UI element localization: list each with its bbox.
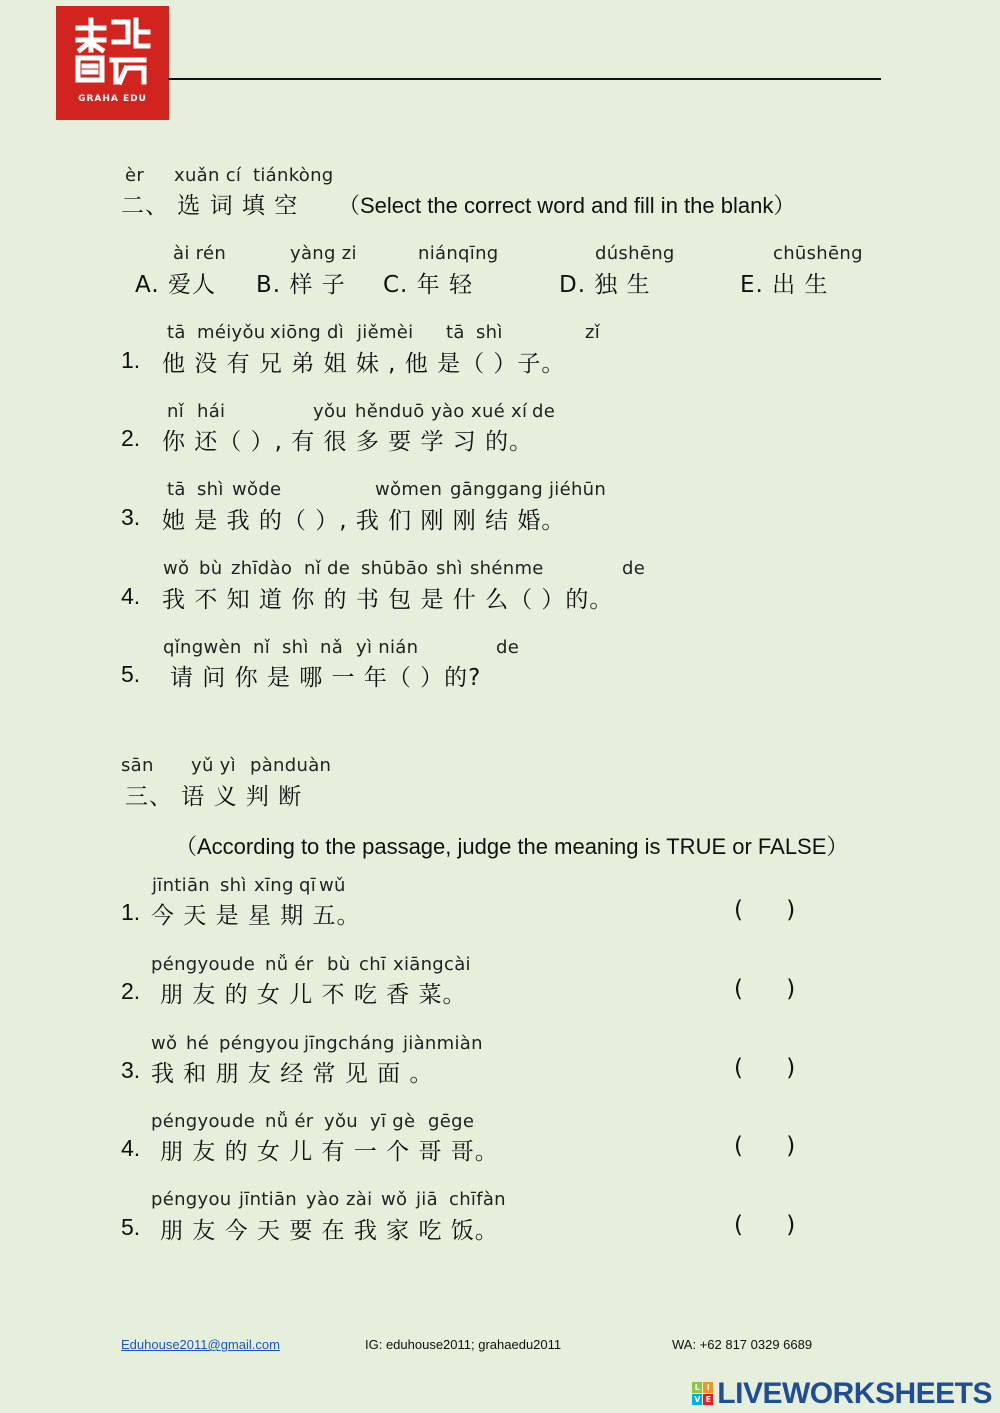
question-number: 3. <box>121 1057 141 1083</box>
question-text: 请 问 你 是 哪 一 年（ ）的? <box>170 665 482 691</box>
pinyin: tā <box>167 322 186 343</box>
pinyin: pànduàn <box>250 755 332 776</box>
pinyin: de <box>496 637 520 658</box>
pinyin: xiāngcài <box>393 954 471 975</box>
answer-blank[interactable]: ( ) <box>734 1055 814 1081</box>
question-number: 1. <box>121 347 141 373</box>
option-pinyin: dúshēng <box>595 243 675 264</box>
pinyin: yǒu <box>313 401 347 422</box>
statement-text: 我 和 朋 友 经 常 见 面 。 <box>151 1061 434 1087</box>
option-pinyin: yàng zi <box>290 243 357 264</box>
pinyin: de <box>327 558 351 579</box>
pinyin: méiyǒu <box>197 322 266 343</box>
liveworksheets-text: LIVEWORKSHEETS <box>717 1377 992 1410</box>
pinyin: chīfàn <box>449 1189 506 1210</box>
pinyin: wǒ <box>151 1033 178 1054</box>
pinyin: nǐ <box>167 401 185 422</box>
pinyin: de <box>232 1111 256 1132</box>
section2-heading: 二、 选 词 填 空 <box>121 193 299 219</box>
pinyin: de <box>232 954 256 975</box>
question-number: 5. <box>121 661 141 687</box>
pinyin: shì <box>220 875 247 896</box>
pinyin: jīntiān <box>152 875 211 896</box>
pinyin: nǚ ér <box>265 1111 314 1132</box>
pinyin: nǎ <box>320 637 344 658</box>
footer-ig: IG: eduhouse2011; grahaedu2011 <box>365 1337 562 1352</box>
pinyin: qī <box>299 875 317 896</box>
pinyin: qǐngwèn <box>163 637 242 658</box>
pinyin: xué xí <box>471 401 528 422</box>
pinyin: bù <box>327 954 351 975</box>
question-number: 4. <box>121 583 141 609</box>
pinyin: péngyou <box>151 1111 232 1132</box>
question-number: 5. <box>121 1214 141 1240</box>
pinyin: èr <box>125 165 145 186</box>
email-link[interactable]: Eduhouse2011@gmail.com <box>121 1337 280 1352</box>
answer-blank[interactable]: ( ) <box>734 1133 814 1159</box>
pinyin: shì <box>476 322 503 343</box>
logo-caption: GRAHA EDU <box>78 94 147 104</box>
pinyin: shénme <box>470 558 544 579</box>
pinyin: wǔ <box>319 875 346 896</box>
pinyin: wǒmen <box>375 479 443 500</box>
liveworksheets-logo <box>692 1377 992 1410</box>
question-number: 2. <box>121 425 141 451</box>
question-number: 3. <box>121 504 141 530</box>
pinyin: wǒde <box>232 479 282 500</box>
option-b: B. 样 子 <box>256 272 346 298</box>
pinyin: nǐ <box>304 558 322 579</box>
question-number: 4. <box>121 1135 141 1161</box>
answer-blank[interactable]: ( ) <box>734 976 814 1002</box>
pinyin: xiōng dì <box>270 322 345 343</box>
answer-blank[interactable]: ( ) <box>734 1212 814 1238</box>
pinyin: jīngcháng <box>304 1033 395 1054</box>
pinyin: hé <box>186 1033 210 1054</box>
pinyin: jiànmiàn <box>403 1033 483 1054</box>
pinyin: jīntiān <box>239 1189 298 1210</box>
pinyin: yǒu <box>324 1111 358 1132</box>
statement-text: 今 天 是 星 期 五。 <box>151 903 361 929</box>
pinyin: shì <box>197 479 224 500</box>
question-text: 你 还（ ）, 有 很 多 要 学 习 的。 <box>162 429 534 455</box>
pinyin: tā <box>167 479 186 500</box>
pinyin: bù <box>199 558 223 579</box>
question-text: 他 没 有 兄 弟 姐 妹 , 他 是（ ）子。 <box>162 351 566 377</box>
pinyin: zhīdào <box>231 558 293 579</box>
pinyin: zǐ <box>585 322 601 343</box>
section2-instruction: （Select the correct word and fill in the blank） <box>338 193 796 218</box>
pinyin: shūbāo <box>361 558 429 579</box>
pinyin: yào <box>431 401 465 422</box>
pinyin: jiěmèi <box>357 322 414 343</box>
pinyin: yào <box>306 1189 340 1210</box>
option-e: E. 出 生 <box>740 272 829 298</box>
pinyin: jiéhūn <box>549 479 607 500</box>
question-number: 1. <box>121 899 141 925</box>
footer-wa: WA: +62 817 0329 6689 <box>672 1337 813 1352</box>
option-d: D. 独 生 <box>559 272 651 298</box>
option-pinyin: ài rén <box>173 243 227 264</box>
pinyin: gēge <box>428 1111 475 1132</box>
pinyin: chī <box>359 954 387 975</box>
pinyin: hěnduō <box>355 401 425 422</box>
pinyin: sān <box>121 755 154 776</box>
liveworksheets-icon: L I V E <box>692 1382 714 1406</box>
pinyin: de <box>622 558 646 579</box>
pinyin: tā <box>446 322 465 343</box>
pinyin: zài <box>346 1189 373 1210</box>
pinyin: yī gè <box>370 1111 416 1132</box>
option-a: A. 爱人 <box>135 272 216 298</box>
pinyin: shì <box>436 558 463 579</box>
answer-blank[interactable]: ( ) <box>734 897 814 923</box>
pinyin: péngyou <box>151 1189 232 1210</box>
question-text: 她 是 我 的（ ）, 我 们 刚 刚 结 婚。 <box>162 508 566 534</box>
pinyin: jiā <box>416 1189 438 1210</box>
pinyin: wǒ <box>163 558 190 579</box>
statement-text: 朋 友 的 女 儿 有 一 个 哥 哥。 <box>160 1139 499 1165</box>
option-pinyin: niánqīng <box>418 243 499 264</box>
pinyin: shì <box>282 637 309 658</box>
section3-instruction: （According to the passage, judge the meaning is TRUE or FALSE） <box>175 834 849 859</box>
pinyin: tiánkòng <box>253 165 334 186</box>
logo <box>56 6 169 120</box>
header-rule <box>168 78 881 80</box>
question-number: 2. <box>121 978 141 1004</box>
pinyin: péngyou <box>219 1033 300 1054</box>
pinyin: yì nián <box>356 637 419 658</box>
pinyin: péngyou <box>151 954 232 975</box>
pinyin: yǔ yì <box>191 755 236 776</box>
pinyin: de <box>532 401 556 422</box>
statement-text: 朋 友 的 女 儿 不 吃 香 菜。 <box>160 982 467 1008</box>
pinyin: xuǎn cí <box>174 165 242 186</box>
section3-heading: 三、 语 义 判 断 <box>125 784 303 810</box>
pinyin: nǐ <box>253 637 271 658</box>
logo-seal-icon <box>56 6 169 94</box>
statement-text: 朋 友 今 天 要 在 我 家 吃 饭。 <box>160 1218 499 1244</box>
pinyin: nǚ ér <box>265 954 314 975</box>
pinyin: hái <box>197 401 226 422</box>
pinyin: wǒ <box>381 1189 408 1210</box>
option-c: C. 年 轻 <box>383 272 473 298</box>
question-text: 我 不 知 道 你 的 书 包 是 什 么（ ）的。 <box>162 587 614 613</box>
pinyin: gānggang <box>450 479 543 500</box>
pinyin: xīng <box>254 875 294 896</box>
option-pinyin: chūshēng <box>773 243 863 264</box>
